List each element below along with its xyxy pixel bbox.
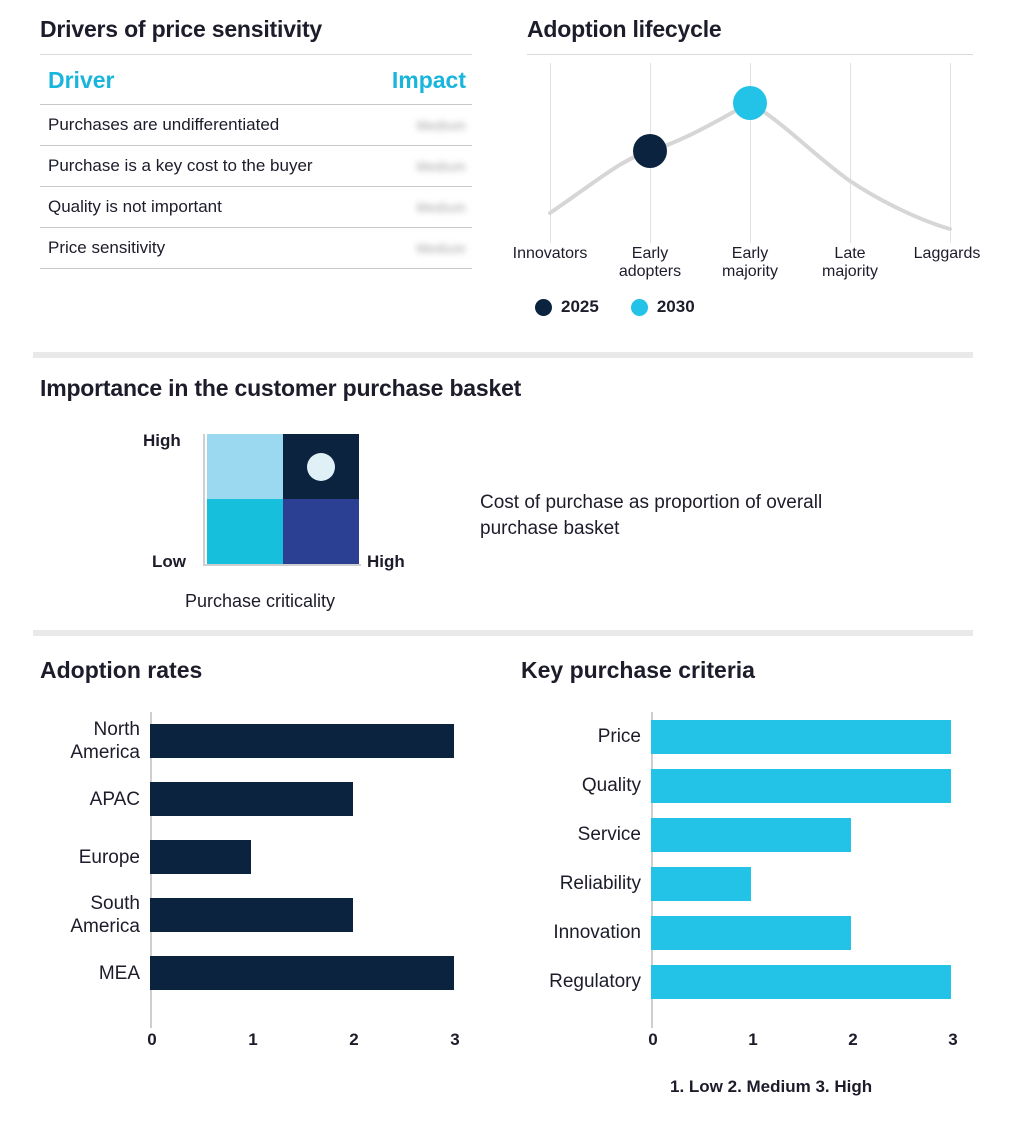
purchase-criteria-chart bbox=[521, 712, 973, 1049]
bar-row bbox=[40, 886, 472, 944]
drivers-table bbox=[40, 63, 472, 269]
y-axis-low-label: Low bbox=[152, 552, 186, 571]
bar-category-label: Price bbox=[597, 726, 641, 747]
table-row bbox=[40, 228, 472, 269]
cell-driver: Quality is not important bbox=[40, 187, 366, 228]
x-axis-line bbox=[203, 564, 361, 566]
bar bbox=[150, 898, 353, 932]
legend-item-2030 bbox=[631, 297, 695, 317]
legend-swatch-icon bbox=[631, 299, 648, 316]
lifecycle-chart bbox=[527, 63, 973, 243]
x-axis-caption: Purchase criticality bbox=[185, 591, 336, 611]
cell-impact bbox=[366, 228, 472, 269]
bar bbox=[651, 867, 751, 901]
bar-category-label: Europe bbox=[78, 846, 140, 868]
marker-2030 bbox=[733, 86, 767, 120]
page-title-basket: Importance in the customer purchase basket bbox=[40, 375, 522, 401]
table-row bbox=[40, 105, 472, 146]
cell-driver: Purchase is a key cost to the buyer bbox=[40, 146, 366, 187]
bar-category-label: Service bbox=[577, 824, 641, 845]
bar-row bbox=[40, 828, 472, 886]
bubble-marker-icon bbox=[307, 453, 335, 481]
quadrant-bottom-right bbox=[283, 499, 359, 564]
bar-category-label: Regulatory bbox=[549, 971, 641, 992]
bar-category-label: APAC bbox=[89, 788, 140, 810]
blurred-value: Medium bbox=[416, 241, 466, 256]
quadrant-bottom-left bbox=[207, 499, 283, 564]
cell-driver: Price sensitivity bbox=[40, 228, 366, 269]
x-tick-label: Late majority bbox=[821, 245, 878, 280]
lifecycle-x-axis bbox=[512, 245, 981, 291]
x-tick-label: Innovators bbox=[512, 245, 588, 262]
column-header-impact: Impact bbox=[366, 63, 472, 105]
bar-track bbox=[150, 770, 472, 828]
marker-2025 bbox=[633, 134, 667, 168]
blurred-value: Medium bbox=[416, 200, 466, 215]
bar-track bbox=[150, 712, 472, 770]
legend-label: 2025 bbox=[561, 297, 599, 316]
x-tick-label: Early adopters bbox=[618, 245, 682, 280]
x-tick-label: 2 bbox=[349, 1030, 359, 1049]
x-axis-ticks bbox=[521, 1030, 973, 1054]
bar-track bbox=[150, 886, 472, 944]
x-tick-label: 1 bbox=[748, 1030, 758, 1049]
blurred-value: Medium bbox=[416, 118, 466, 133]
quadrant-matrix bbox=[207, 434, 359, 564]
bar bbox=[150, 724, 454, 758]
x-tick-label: 1 bbox=[248, 1030, 258, 1049]
page-title-lifecycle: Adoption lifecycle bbox=[527, 16, 722, 42]
quadrant-top-right bbox=[283, 434, 359, 499]
cell-impact bbox=[366, 187, 472, 228]
bar-category-label: Innovation bbox=[553, 922, 641, 943]
bar-track bbox=[651, 957, 973, 1006]
bar-row bbox=[521, 957, 973, 1006]
bar bbox=[651, 720, 951, 754]
x-tick-label: Laggards bbox=[913, 245, 981, 262]
matrix-chart bbox=[40, 431, 975, 624]
bar-track bbox=[651, 761, 973, 810]
adoption-lifecycle-panel bbox=[512, 16, 981, 317]
table-row bbox=[40, 187, 472, 228]
cell-impact bbox=[366, 105, 472, 146]
bar bbox=[651, 818, 851, 852]
cell-driver: Purchases are undifferentiated bbox=[40, 105, 366, 146]
page-title-adoption-rates: Adoption rates bbox=[40, 657, 203, 683]
x-tick-label: 0 bbox=[648, 1030, 658, 1049]
bar-track bbox=[150, 828, 472, 886]
x-tick-label: 0 bbox=[147, 1030, 157, 1049]
bar-row bbox=[521, 712, 973, 761]
x-axis-high-label: High bbox=[367, 552, 405, 571]
legend-swatch-icon bbox=[535, 299, 552, 316]
legend-label: 2030 bbox=[656, 297, 695, 316]
bar-row bbox=[40, 944, 472, 1002]
legend-item-2025 bbox=[535, 297, 599, 317]
bar bbox=[150, 840, 251, 874]
x-tick-label: Early majority bbox=[721, 245, 778, 280]
bar bbox=[651, 916, 851, 950]
cell-impact bbox=[366, 146, 472, 187]
adoption-rates-chart bbox=[40, 712, 472, 1049]
bar-row bbox=[521, 761, 973, 810]
bar-row bbox=[521, 859, 973, 908]
x-tick-label: 3 bbox=[948, 1030, 958, 1049]
section-divider bbox=[33, 630, 973, 636]
x-tick-label: 2 bbox=[848, 1030, 858, 1049]
quadrant-top-left bbox=[207, 434, 283, 499]
x-axis-ticks bbox=[40, 1030, 472, 1054]
column-header-driver: Driver bbox=[40, 63, 366, 105]
divider bbox=[40, 54, 472, 55]
bar-category-label: MEA bbox=[98, 962, 140, 984]
lifecycle-legend bbox=[527, 297, 973, 317]
table-header-row bbox=[40, 63, 472, 105]
bar-track bbox=[150, 944, 472, 1002]
bar-category-label: North America bbox=[70, 719, 140, 763]
bar-category-label: Quality bbox=[581, 775, 641, 796]
bar-track bbox=[651, 712, 973, 761]
bar bbox=[651, 965, 951, 999]
bar bbox=[651, 769, 951, 803]
drivers-panel bbox=[40, 16, 472, 269]
lifecycle-curve bbox=[527, 63, 973, 243]
scale-legend-note: 1. Low 2. Medium 3. High bbox=[670, 1077, 873, 1096]
page-title-drivers: Drivers of price sensitivity bbox=[40, 16, 323, 42]
table-row bbox=[40, 146, 472, 187]
y-axis-line bbox=[203, 434, 205, 566]
bar-row bbox=[521, 810, 973, 859]
bar-row bbox=[40, 712, 472, 770]
bar-category-label: South America bbox=[70, 893, 140, 937]
bar-track bbox=[651, 859, 973, 908]
basket-note: Cost of purchase as proportion of overall purchase basket bbox=[480, 492, 823, 539]
page-title-purchase-criteria: Key purchase criteria bbox=[521, 657, 755, 683]
bar-track bbox=[651, 810, 973, 859]
bar-category-label: Reliability bbox=[559, 873, 641, 894]
x-tick-label: 3 bbox=[450, 1030, 460, 1049]
bar bbox=[150, 782, 353, 816]
bar-row bbox=[521, 908, 973, 957]
y-axis-high-label: High bbox=[143, 431, 181, 450]
section-divider bbox=[33, 352, 973, 358]
bar-row bbox=[40, 770, 472, 828]
divider bbox=[527, 54, 973, 55]
bar bbox=[150, 956, 454, 990]
bar-track bbox=[651, 908, 973, 957]
blurred-value: Medium bbox=[416, 159, 466, 174]
purchase-basket-panel bbox=[40, 375, 975, 624]
